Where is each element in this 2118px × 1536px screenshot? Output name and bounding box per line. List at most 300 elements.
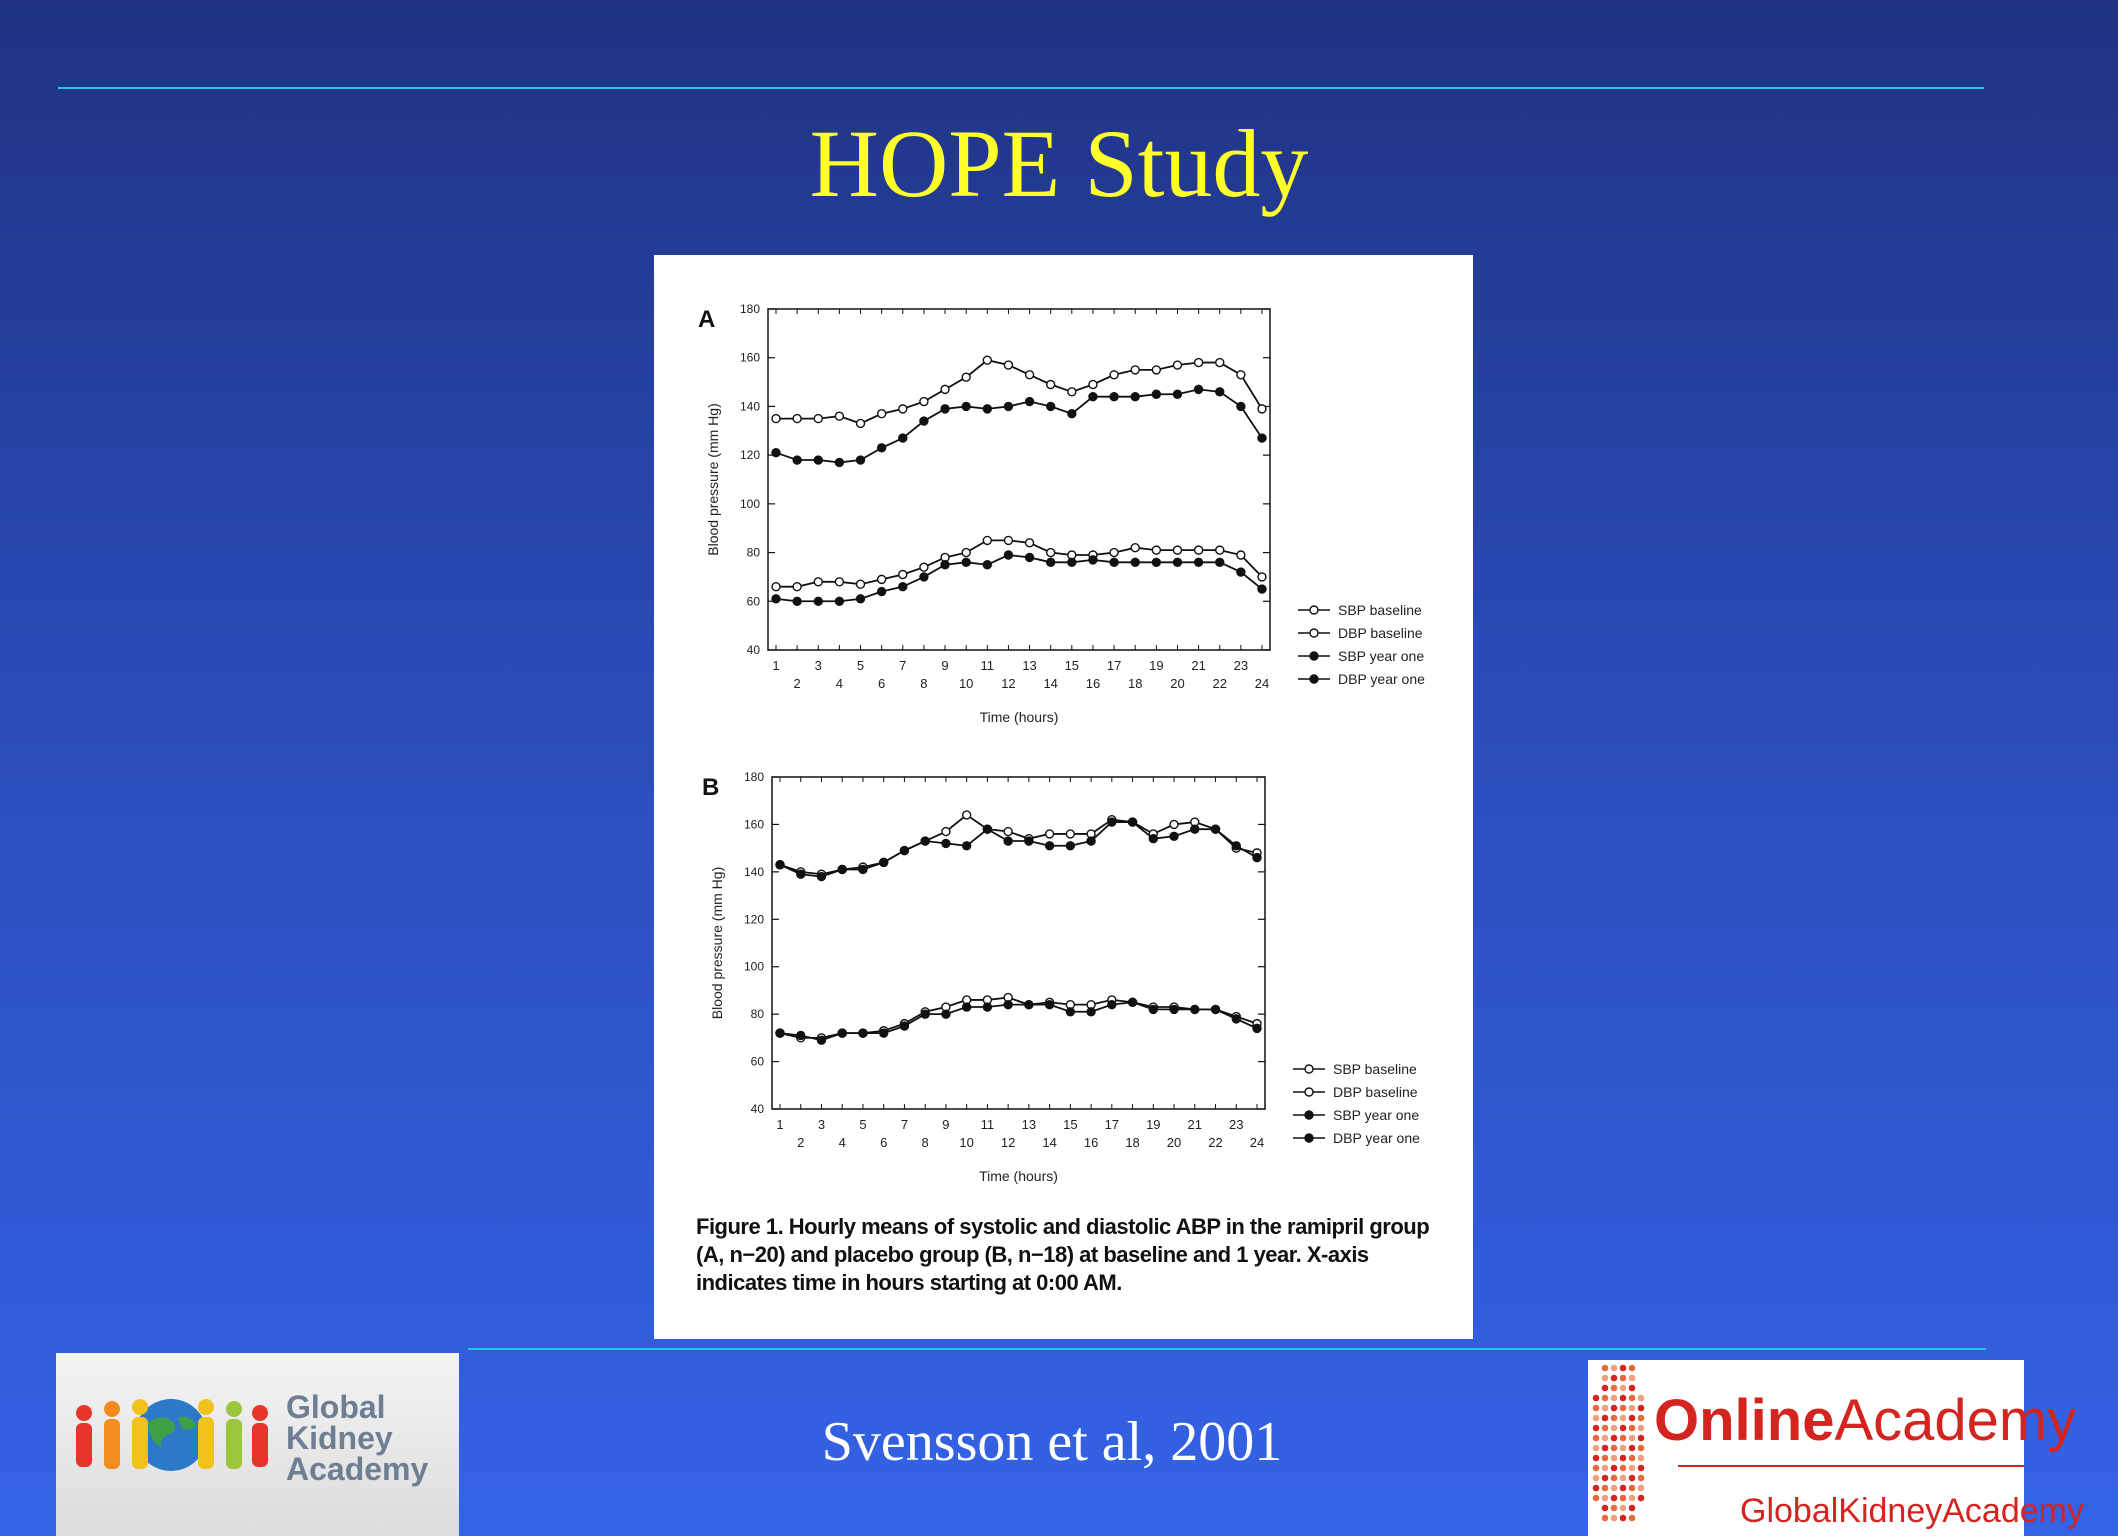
x-tick-label: 15: [1064, 658, 1080, 673]
data-point: [793, 456, 801, 464]
series-dbp-baseline: [776, 994, 1261, 1042]
data-point: [1047, 549, 1055, 557]
data-point: [983, 561, 991, 569]
x-tick-label: 23: [1233, 658, 1249, 673]
data-point: [878, 410, 886, 418]
dot: [1602, 1515, 1609, 1522]
bottom-divider: [468, 1348, 1986, 1350]
figure-svg: [654, 255, 1473, 1205]
dot: [1593, 1455, 1600, 1462]
dot: [1602, 1465, 1609, 1472]
figure-panel: [654, 255, 1473, 1339]
series-line: [776, 540, 1262, 586]
data-point: [772, 583, 780, 591]
dot: [1620, 1485, 1627, 1492]
data-point: [1237, 371, 1245, 379]
x-tick-label: 20: [1166, 1135, 1182, 1150]
x-tick-label: 5: [856, 658, 865, 673]
dot: [1611, 1495, 1618, 1502]
x-tick-label: 21: [1187, 1117, 1203, 1132]
dot: [1593, 1395, 1600, 1402]
data-point: [1025, 1001, 1033, 1009]
figure-caption: Figure 1. Hourly means of systolic and diastolic ABP in the ramipril group (A, n−20) and placebo group (B, n−18) at baseline and 1 year. X-axis indicates time in hours starting at 0:00 AM.: [696, 1214, 1430, 1295]
data-point: [1108, 1001, 1116, 1009]
y-tick-label: 180: [739, 302, 760, 316]
data-point: [900, 847, 908, 855]
oa-logo-light: Academy: [1834, 1388, 2077, 1453]
data-point: [899, 434, 907, 442]
x-tick-label: 13: [1021, 1117, 1037, 1132]
y-tick-label: 40: [750, 1102, 764, 1116]
gka-logo-line2: Kidney: [286, 1420, 393, 1456]
y-axis-label: Blood pressure (mm Hg): [705, 403, 721, 556]
legend-entry: SBP baseline: [1338, 602, 1422, 618]
data-point: [1066, 1008, 1074, 1016]
dot: [1611, 1505, 1618, 1512]
data-point: [814, 456, 822, 464]
data-point: [835, 597, 843, 605]
dot: [1620, 1385, 1627, 1392]
data-point: [772, 595, 780, 603]
dot: [1638, 1415, 1645, 1422]
dot: [1593, 1475, 1600, 1482]
dot: [1620, 1495, 1627, 1502]
dot: [1602, 1455, 1609, 1462]
x-tick-label: 19: [1146, 1117, 1161, 1132]
legend-entry: DBP year one: [1333, 1130, 1420, 1146]
data-point: [793, 415, 801, 423]
y-tick-label: 120: [743, 912, 764, 927]
dot: [1620, 1425, 1627, 1432]
dot: [1602, 1385, 1609, 1392]
legend-entry: SBP year one: [1333, 1107, 1420, 1123]
dot: [1620, 1475, 1627, 1482]
dot: [1620, 1465, 1627, 1472]
y-tick-label: 100: [739, 496, 760, 511]
data-point: [920, 398, 928, 406]
data-point: [1004, 1001, 1012, 1009]
online-academy-logo: [1588, 1360, 2084, 1536]
data-point: [1237, 568, 1245, 576]
data-point: [772, 415, 780, 423]
data-point: [859, 1029, 867, 1037]
dot: [1602, 1415, 1609, 1422]
data-point: [1216, 558, 1224, 566]
x-tick-label: 5: [859, 1117, 867, 1132]
data-point: [1004, 536, 1012, 544]
data-point: [878, 444, 886, 452]
series-sbp-baseline: [776, 811, 1261, 878]
dot: [1593, 1415, 1600, 1422]
data-point: [814, 578, 822, 586]
data-point: [1191, 1005, 1199, 1013]
data-point: [1025, 837, 1033, 845]
dot: [1629, 1395, 1636, 1402]
data-point: [1108, 818, 1116, 826]
data-point: [1046, 830, 1054, 838]
legend-entry: DBP baseline: [1338, 625, 1423, 641]
data-point: [793, 583, 801, 591]
data-point: [814, 597, 822, 605]
data-point: [797, 870, 805, 878]
dot: [1602, 1425, 1609, 1432]
data-point: [1046, 1001, 1054, 1009]
dot: [1638, 1475, 1645, 1482]
data-point: [1087, 837, 1095, 845]
x-tick-label: 10: [958, 676, 974, 691]
data-point: [1047, 558, 1055, 566]
data-point: [1004, 837, 1012, 845]
dot: [1593, 1445, 1600, 1452]
gka-logo-line1: Global: [286, 1389, 386, 1425]
series-line: [776, 555, 1262, 601]
legend-swatch-marker: [1305, 1111, 1313, 1119]
y-tick-label: 80: [750, 1007, 764, 1022]
x-tick-label: 13: [1022, 658, 1037, 673]
dot: [1611, 1415, 1618, 1422]
data-point: [941, 405, 949, 413]
dot: [1638, 1425, 1645, 1432]
dot: [1593, 1495, 1600, 1502]
legend-swatch-marker: [1305, 1065, 1313, 1073]
data-point: [1026, 398, 1034, 406]
x-tick-label: 22: [1212, 676, 1227, 691]
data-point: [1173, 390, 1181, 398]
x-tick-label: 10: [959, 1135, 974, 1150]
dot: [1629, 1475, 1636, 1482]
data-point: [942, 839, 950, 847]
data-point: [1026, 539, 1034, 547]
x-tick-label: 21: [1191, 658, 1206, 673]
data-point: [941, 561, 949, 569]
data-point: [878, 575, 886, 583]
data-point: [1212, 1005, 1220, 1013]
dot: [1611, 1435, 1618, 1442]
data-point: [1152, 546, 1160, 554]
x-tick-label: 3: [817, 1117, 826, 1132]
data-point: [1047, 381, 1055, 389]
x-tick-label: 8: [920, 676, 928, 691]
data-point: [900, 1022, 908, 1030]
data-point: [963, 811, 971, 819]
data-point: [1170, 820, 1178, 828]
x-tick-label: 20: [1170, 676, 1185, 691]
data-point: [1258, 585, 1266, 593]
dot: [1611, 1425, 1618, 1432]
data-point: [1253, 854, 1261, 862]
data-point: [880, 858, 888, 866]
data-point: [1004, 361, 1012, 369]
dot: [1593, 1435, 1600, 1442]
data-point: [1004, 402, 1012, 410]
x-axis-label: Time (hours): [979, 709, 1059, 725]
dot: [1629, 1465, 1636, 1472]
legend-swatch-marker: [1310, 629, 1318, 637]
x-tick-label: 22: [1208, 1135, 1223, 1150]
data-point: [1195, 546, 1203, 554]
data-point: [1195, 385, 1203, 393]
data-point: [1131, 558, 1139, 566]
chart-panel-a: [698, 302, 1425, 725]
oa-logo-subtitle: GlobalKidneyAcademy: [1740, 1492, 2084, 1530]
data-point: [963, 842, 971, 850]
data-point: [983, 1003, 991, 1011]
x-tick-label: 2: [797, 1135, 805, 1150]
data-point: [838, 1029, 846, 1037]
data-point: [1152, 558, 1160, 566]
legend-swatch-marker: [1310, 675, 1318, 683]
data-point: [838, 865, 846, 873]
x-tick-label: 14: [1043, 676, 1058, 691]
data-point: [835, 578, 843, 586]
dot: [1611, 1485, 1618, 1492]
data-point: [1047, 402, 1055, 410]
dot: [1629, 1495, 1636, 1502]
x-tick-label: 12: [1000, 1135, 1016, 1150]
series-dbp-year-one: [776, 998, 1261, 1044]
panel-label: A: [698, 306, 716, 333]
top-divider: [58, 87, 1984, 89]
series-line: [780, 998, 1257, 1038]
y-tick-label: 80: [746, 545, 760, 560]
y-tick-label: 140: [739, 399, 760, 414]
x-tick-label: 7: [899, 658, 907, 673]
data-point: [1004, 828, 1012, 836]
dot: [1620, 1435, 1627, 1442]
dot: [1602, 1435, 1609, 1442]
dot: [1611, 1365, 1618, 1372]
y-axis-label: Blood pressure (mm Hg): [709, 866, 725, 1020]
data-point: [920, 573, 928, 581]
data-point: [797, 1031, 805, 1039]
dot: [1638, 1485, 1645, 1492]
citation: Svensson et al, 2001: [821, 1411, 1283, 1473]
dot: [1629, 1415, 1636, 1422]
data-point: [1258, 434, 1266, 442]
dot: [1602, 1475, 1609, 1482]
x-tick-label: 24: [1254, 676, 1270, 691]
data-point: [920, 563, 928, 571]
data-point: [1152, 366, 1160, 374]
data-point: [857, 580, 865, 588]
legend-swatch-marker: [1305, 1134, 1313, 1142]
dot: [1629, 1505, 1636, 1512]
dot: [1602, 1445, 1609, 1452]
dot: [1602, 1485, 1609, 1492]
data-point: [814, 415, 822, 423]
data-point: [817, 873, 825, 881]
data-point: [921, 1010, 929, 1018]
data-point: [963, 1003, 971, 1011]
data-point: [1216, 388, 1224, 396]
data-point: [880, 1029, 888, 1037]
x-tick-label: 8: [921, 1135, 929, 1150]
dot: [1602, 1365, 1609, 1372]
x-tick-label: 24: [1249, 1135, 1265, 1150]
data-point: [1237, 551, 1245, 559]
dot: [1611, 1385, 1618, 1392]
legend-swatch-marker: [1310, 606, 1318, 614]
data-point: [1216, 359, 1224, 367]
y-tick-label: 140: [743, 864, 764, 879]
legend-entry: DBP year one: [1338, 671, 1425, 687]
dot: [1629, 1515, 1636, 1522]
data-point: [1216, 546, 1224, 554]
series-sbp-year-one: [776, 818, 1261, 881]
dot: [1620, 1365, 1627, 1372]
y-tick-label: 160: [739, 350, 760, 365]
dot: [1611, 1375, 1618, 1382]
series-line: [776, 389, 1262, 462]
data-point: [1068, 558, 1076, 566]
series-line: [780, 815, 1257, 874]
x-tick-label: 4: [835, 676, 844, 691]
data-point: [1066, 830, 1074, 838]
data-point: [878, 588, 886, 596]
data-point: [962, 558, 970, 566]
data-point: [1232, 1015, 1240, 1023]
dot: [1638, 1495, 1645, 1502]
series-dbp-baseline: [772, 536, 1266, 590]
data-point: [942, 828, 950, 836]
legend: [1298, 602, 1425, 687]
x-tick-label: 16: [1083, 1135, 1099, 1150]
data-point: [859, 865, 867, 873]
dot: [1611, 1515, 1618, 1522]
legend: [1293, 1061, 1420, 1146]
data-point: [1131, 544, 1139, 552]
dot: [1602, 1405, 1609, 1412]
legend-entry: SBP baseline: [1333, 1061, 1417, 1077]
data-point: [899, 405, 907, 413]
data-point: [1149, 835, 1157, 843]
data-point: [1237, 402, 1245, 410]
data-point: [1087, 1008, 1095, 1016]
data-point: [1110, 371, 1118, 379]
data-point: [1152, 390, 1160, 398]
dot: [1602, 1395, 1609, 1402]
dot: [1602, 1495, 1609, 1502]
dot: [1593, 1465, 1600, 1472]
data-point: [1089, 393, 1097, 401]
dot: [1611, 1405, 1618, 1412]
dot: [1611, 1455, 1618, 1462]
slide-title: HOPE Study: [809, 110, 1309, 217]
x-tick-label: 23: [1229, 1117, 1244, 1132]
data-point: [1110, 549, 1118, 557]
dot: [1638, 1465, 1645, 1472]
x-tick-label: 9: [942, 1117, 950, 1132]
data-point: [1253, 1024, 1261, 1032]
data-point: [1131, 366, 1139, 374]
dot: [1629, 1445, 1636, 1452]
y-tick-label: 60: [746, 594, 760, 609]
dot: [1638, 1395, 1645, 1402]
chart-panel-b: [702, 770, 1420, 1184]
y-tick-label: 60: [750, 1054, 764, 1069]
x-tick-label: 17: [1104, 1117, 1120, 1132]
x-tick-label: 2: [793, 676, 801, 691]
series-sbp-year-one: [772, 385, 1266, 466]
x-tick-label: 18: [1125, 1135, 1140, 1150]
y-tick-label: 40: [746, 643, 760, 657]
dot: [1620, 1405, 1627, 1412]
data-point: [1258, 405, 1266, 413]
x-tick-label: 14: [1042, 1135, 1057, 1150]
data-point: [1004, 551, 1012, 559]
x-tick-label: 1: [772, 658, 780, 673]
dot: [1638, 1445, 1645, 1452]
legend-swatch-marker: [1310, 652, 1318, 660]
legend-entry: SBP year one: [1338, 648, 1425, 664]
dot: [1620, 1505, 1627, 1512]
legend-swatch-marker: [1305, 1088, 1313, 1096]
x-tick-label: 16: [1085, 676, 1101, 691]
data-point: [817, 1036, 825, 1044]
dot: [1629, 1405, 1636, 1412]
data-point: [1232, 842, 1240, 850]
x-tick-label: 17: [1106, 658, 1122, 673]
series-dbp-year-one: [772, 551, 1266, 605]
data-point: [1195, 359, 1203, 367]
data-point: [1212, 825, 1220, 833]
dot: [1620, 1445, 1627, 1452]
y-tick-label: 180: [743, 770, 764, 784]
data-point: [857, 595, 865, 603]
x-tick-label: 15: [1063, 1117, 1078, 1132]
dot: [1629, 1485, 1636, 1492]
data-point: [1110, 393, 1118, 401]
data-point: [1195, 558, 1203, 566]
x-tick-label: 11: [980, 1117, 995, 1132]
dot: [1611, 1445, 1618, 1452]
data-point: [1110, 558, 1118, 566]
gka-logo-line3: Academy: [286, 1451, 429, 1487]
data-point: [857, 419, 865, 427]
dot: [1602, 1505, 1609, 1512]
dot: [1620, 1515, 1627, 1522]
svg-text:OnlineAcademy: [1654, 1388, 2076, 1453]
x-tick-label: 11: [980, 658, 995, 673]
data-point: [983, 825, 991, 833]
data-point: [962, 373, 970, 381]
data-point: [776, 861, 784, 869]
dot: [1611, 1475, 1618, 1482]
data-point: [983, 356, 991, 364]
x-tick-label: 18: [1127, 676, 1143, 691]
data-point: [1170, 1005, 1178, 1013]
data-point: [1131, 393, 1139, 401]
data-point: [1046, 842, 1054, 850]
data-point: [899, 570, 907, 578]
y-tick-label: 120: [739, 448, 760, 463]
data-point: [1068, 388, 1076, 396]
data-point: [1191, 825, 1199, 833]
dot: [1620, 1375, 1627, 1382]
data-point: [983, 536, 991, 544]
data-point: [941, 385, 949, 393]
data-point: [1129, 818, 1137, 826]
dot: [1593, 1405, 1600, 1412]
dot: [1629, 1425, 1636, 1432]
dot: [1629, 1455, 1636, 1462]
dot: [1629, 1365, 1636, 1372]
dot: [1629, 1375, 1636, 1382]
data-point: [1173, 361, 1181, 369]
data-point: [1258, 573, 1266, 581]
x-tick-label: 3: [814, 658, 822, 673]
oa-logo-bold: Online: [1654, 1388, 1835, 1453]
